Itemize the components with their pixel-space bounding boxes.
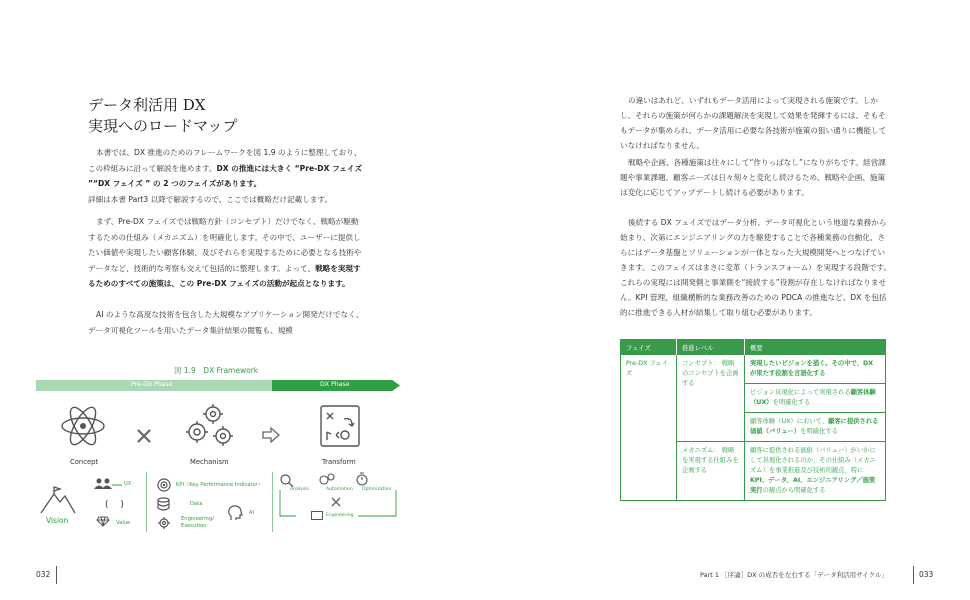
concept-label: Concept bbox=[70, 458, 99, 466]
kpi-label: KPI（Key Performance Indicator） bbox=[176, 482, 263, 488]
users-icon bbox=[94, 478, 112, 490]
page-number-left: 032 bbox=[36, 570, 51, 579]
table-header-row bbox=[621, 340, 886, 356]
right-paragraph-1: の違いはあれど、いずれもデータ活用によって実現される施策です。しかし、それらの施策が何らかの課題解決を実現して効果を発揮するには、そもそもデータが集められ、データ活用に必要な各技術が施策の狙い通りに機能していなければなりません。 bbox=[620, 96, 887, 150]
emphasis-pre-dx: 戦略を実現するためのすべての施策は、この Pre-DX フェイズの活動が起点となります。 bbox=[88, 263, 361, 288]
left-paragraph-1: 本書では、DX 推進のためのフレームワークを図 1.9 のように整理しており、この枠組みに沿って解説を進めます。DX の推進には大きく “Pre-DX フェイズ ”“DX フェイズ ” の 2 つのフェイズがあります。 詳細は本書 Part3 以降で解説するので、ここでは概略だけ記載します。 bbox=[88, 148, 363, 204]
page-number-rule bbox=[913, 566, 914, 584]
table-cell-summary: 顧客に提供される価値（バリュー）がいかにして具現化されるのか、その仕組み（メカニズム）を事業推進及び技術的観点、特に KPI、データ、AI、エンジニアリング／施策実行の観点から明確化する bbox=[745, 442, 886, 501]
mechanism-label: Mechanism bbox=[190, 458, 229, 466]
value-label: Value bbox=[116, 520, 131, 526]
ux-label: UX bbox=[124, 481, 132, 487]
title-line-2: 実現へのロードマップ bbox=[88, 117, 238, 135]
figure-caption: 図 1.9 DX Framework bbox=[174, 366, 259, 375]
emphasis-phases: DX の推進には大きく “Pre-DX フェイズ ”“DX フェイズ ” の 2 つのフェイズがあります。 bbox=[88, 163, 363, 188]
transform-label: Transform bbox=[322, 458, 356, 466]
table-row bbox=[621, 355, 886, 384]
phase-bar bbox=[36, 380, 400, 391]
table-cell-summary: 顧客体験（UX）において、顧客に提供される価値（バリュー）を明確化する bbox=[745, 413, 886, 442]
diamond-icon bbox=[96, 516, 110, 527]
parentheses-mark: ( ) bbox=[105, 500, 124, 510]
page-number-rule bbox=[56, 566, 57, 584]
table-cell-summary: 実現したいビジョンを描く。その中で、DX が果たす役割を言語化する bbox=[745, 355, 886, 384]
data-label: Data bbox=[190, 501, 203, 507]
title-line-1: データ利活用 DX bbox=[88, 96, 206, 114]
page-number-right: 033 bbox=[919, 570, 934, 579]
table-cell-level-mechanism: メカニズム： 戦略を実現する仕組みを企画する bbox=[677, 442, 745, 501]
optimization-label: Optimization bbox=[362, 487, 392, 492]
ai-label: AI bbox=[249, 510, 255, 516]
gears-icon bbox=[183, 402, 237, 450]
summary-table bbox=[620, 339, 886, 501]
times-small-icon bbox=[331, 497, 341, 507]
dx-phase-label: DX Phase bbox=[320, 381, 350, 388]
line-connector bbox=[112, 483, 122, 487]
table-cell-summary: ビジョン具現化によって実現される顧客体験（UX）を明確化する bbox=[745, 384, 886, 413]
table-cell-phase: Pre-DX フェイズ bbox=[621, 355, 677, 501]
ai-head-icon bbox=[228, 505, 242, 521]
engineering-execution-label: Engineering/ Execution bbox=[181, 516, 214, 529]
table-header-summary: 概要 bbox=[745, 340, 886, 356]
right-paragraph-3: 後続する DX フェイズではデータ分析、データ可視化という地道な業務から始まり、次第にエンジニアリングの力を駆使することで各種業務の自動化、さらにはデータ基盤とソリューションが一体となった大規模開発へとつなげていきます。このフェイズはまさに変革（トランスフォーム）を実現する段階です。これらの実現には開発側と事業側を“接続する”役割が存在しなければなりません。KPI 管理、組織横断的な業務改善のための PDCA の推進など、DX を包括的に推進できる人材が結集して取り組む必要があります。 bbox=[620, 218, 892, 317]
table-header-level: 推進レベル bbox=[677, 340, 745, 356]
table-header-phase: フェイズ bbox=[621, 340, 677, 356]
right-paragraph-2: 戦略や企画、各種施策は往々にして“作りっぱなし”になりがちです。経営課題や事業課題、顧客ニーズは日々刻々と変化し続けるため、戦略や企画、施策は変化に応じてアップデートし続ける必要があります。 bbox=[620, 158, 886, 197]
settings-gear-icon bbox=[157, 516, 171, 530]
target-icon bbox=[157, 478, 171, 492]
table-cell-level-concept: コンセプト： 戦略のコンセプトを企画する bbox=[677, 355, 745, 442]
arrow-right-icon bbox=[262, 427, 280, 443]
left-paragraph-3: AI のような高度な技術を包含した大規模なアプリケーション開発だけでなく、データ可視化ツールを用いたデータ集計結果の閲覧も、規模 bbox=[88, 310, 364, 335]
divider bbox=[146, 472, 147, 532]
vision-label: Vision bbox=[46, 516, 69, 525]
gears-small-icon bbox=[318, 472, 336, 486]
mountain-flag-icon bbox=[40, 486, 76, 514]
atom-icon bbox=[60, 403, 106, 449]
pre-dx-phase-label: Pre-DX Phase bbox=[131, 381, 173, 388]
automation-label: Automation bbox=[326, 487, 353, 492]
running-footer: Part 1 ［序論］DX の成否を左右する「データ利活用サイクル」 bbox=[700, 571, 888, 579]
section-title bbox=[88, 95, 237, 137]
divider bbox=[272, 472, 273, 532]
stopwatch-icon bbox=[356, 472, 368, 486]
magnifier-icon bbox=[280, 474, 294, 487]
left-paragraph-2: まず、Pre-DX フェイズでは戦略方針（コンセプト）だけでなく、戦略が駆動するための仕組み（メカニズム）を明確化します。その中で、ユーザーに提供したい価値や実現したい顧客体験、及びそれらを実現するために必要となる技術やデータなど、技術的な考察も交えて包括的に整理します。よって、戦略を実現するためのすべての施策は、この Pre-DX フェイズの活動が起点となります。 bbox=[88, 217, 362, 288]
code-window-icon bbox=[311, 511, 323, 520]
times-icon bbox=[136, 428, 152, 444]
engineering-label: Engineering bbox=[326, 513, 354, 518]
analysis-label: Analysis bbox=[290, 487, 309, 492]
strategy-board-icon bbox=[320, 405, 360, 447]
database-icon bbox=[157, 497, 170, 511]
